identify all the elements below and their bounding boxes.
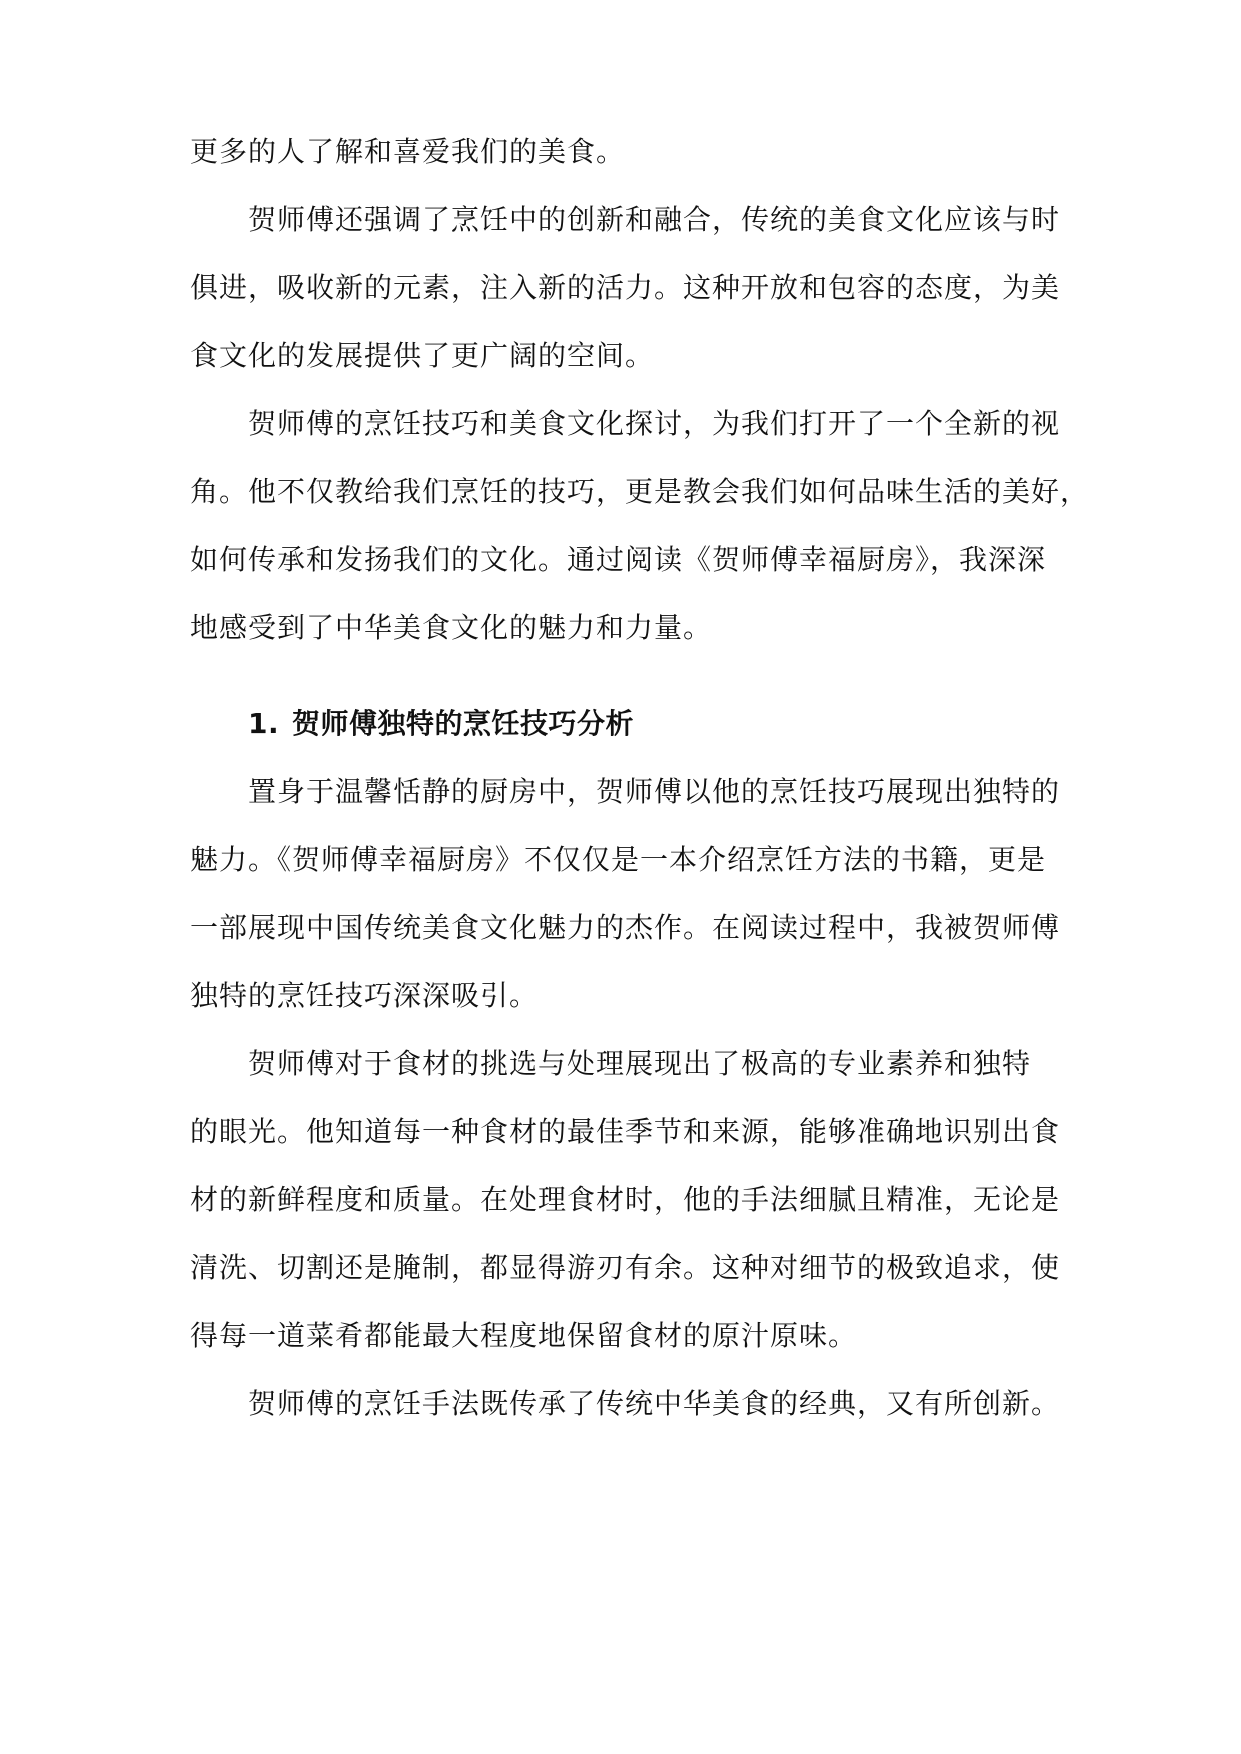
paragraph-line: 材的新鲜程度和质量。在处理食材时，他的手法细腻且精准，无论是 xyxy=(190,1183,1061,1216)
paragraph-line: 贺师傅的烹饪技巧和美食文化探讨，为我们打开了一个全新的视 xyxy=(248,407,1061,440)
paragraph-line: 一部展现中国传统美食文化魅力的杰作。在阅读过程中，我被贺师傅 xyxy=(190,911,1061,944)
paragraph-line: 贺师傅对于食材的挑选与处理展现出了极高的专业素养和独特 xyxy=(248,1047,1032,1080)
section-heading-number: 1. xyxy=(248,707,280,740)
section-heading-title: 贺师傅独特的烹饪技巧分析 xyxy=(292,707,635,740)
paragraph-line: 贺师傅的烹饪手法既传承了传统中华美食的经典，又有所创新。 xyxy=(248,1387,1061,1420)
paragraph-line: 得每一道菜肴都能最大程度地保留食材的原汁原味。 xyxy=(190,1319,858,1352)
section-heading xyxy=(248,706,634,742)
paragraph-line: 魅力。《贺师傅幸福厨房》不仅仅是一本介绍烹饪方法的书籍，更是 xyxy=(190,843,1047,876)
paragraph-line: 贺师傅还强调了烹饪中的创新和融合，传统的美食文化应该与时 xyxy=(248,203,1061,236)
paragraph-line: 的眼光。他知道每一种食材的最佳季节和来源，能够准确地识别出食 xyxy=(190,1115,1061,1148)
paragraph-line: 如何传承和发扬我们的文化。通过阅读《贺师傅幸福厨房》，我深深 xyxy=(190,543,1047,576)
paragraph-line: 俱进，吸收新的元素，注入新的活力。这种开放和包容的态度，为美 xyxy=(190,271,1061,304)
paragraph-line: 独特的烹饪技巧深深吸引。 xyxy=(190,979,539,1012)
paragraph-line: 置身于温馨恬静的厨房中，贺师傅以他的烹饪技巧展现出独特的 xyxy=(248,775,1061,808)
paragraph-line: 食文化的发展提供了更广阔的空间。 xyxy=(190,339,655,372)
paragraph-continuation-line: 更多的人了解和喜爱我们的美食。 xyxy=(190,135,626,168)
paragraph-line: 清洗、切割还是腌制，都显得游刃有余。这种对细节的极致追求，使 xyxy=(190,1251,1061,1284)
paragraph-line: 角。他不仅教给我们烹饪的技巧，更是教会我们如何品味生活的美好， xyxy=(190,475,1090,508)
paragraph-line: 地感受到了中华美食文化的魅力和力量。 xyxy=(190,611,713,644)
